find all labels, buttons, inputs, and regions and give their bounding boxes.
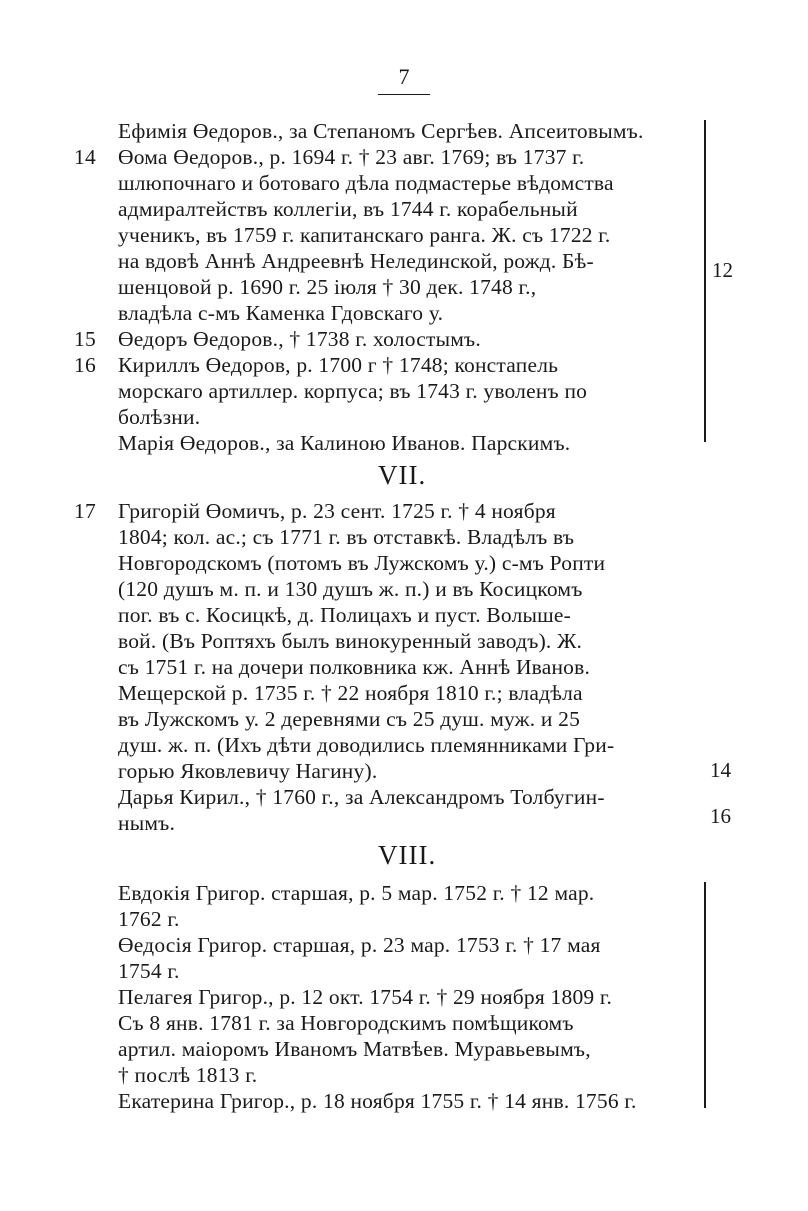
margin-reference: 14 [710,758,731,782]
entry-line: Дарья Кирил., † 1760 г., за Александромъ Толбугин- [118,785,605,809]
entry-line: † послѣ 1813 г. [118,1063,258,1087]
entry-line: 1762 г. [118,907,180,931]
entry-line: Мещерской р. 1735 г. † 22 ноября 1810 г.; владѣла [118,681,583,705]
margin-reference: 12 [712,258,733,282]
entry-line: съ 1751 г. на дочери полковника кж. Аннѣ Иванов. [118,655,591,679]
entry-number: 16 [74,353,96,377]
margin-reference: 16 [710,804,731,828]
entry-line: шлюпочнаго и ботоваго дѣла подмастерье вѣдомства [118,171,614,195]
entry-line: вой. (Въ Роптяхъ былъ винокуренный заводъ). Ж. [118,629,583,653]
entry-line: ученикъ, въ 1759 г. капитанскаго ранга. Ж. съ 1722 г. [118,223,611,247]
entry-line: на вдовѣ Аннѣ Андреевнѣ Нелединской, рожд. Бѣ- [118,249,594,273]
entry-line: шенцовой р. 1690 г. 25 іюля † 30 дек. 1748 г., [118,275,537,299]
entry-line: Өедоръ Өедоров., † 1738 г. холостымъ. [118,327,481,351]
entry-line: Марія Өедоров., за Калиною Иванов. Парскимъ. [118,431,571,455]
entry-line: пог. въ с. Косицкѣ, д. Полицахъ и пуст. Волыше- [118,603,572,627]
entry-line: морскаго артиллер. корпуса; въ 1743 г. уволенъ по [118,379,588,403]
section-heading: VII. [378,460,427,490]
entry-line: Екатерина Григор., р. 18 ноября 1755 г. † 14 янв. 1756 г. [118,1089,637,1113]
entry-line: Пелагея Григор., р. 12 окт. 1754 г. † 29 ноября 1809 г. [118,985,613,1009]
page-number: 7 [398,64,410,89]
margin-bracket [704,120,706,442]
entry-line: душ. ж. п. (Ихъ дѣти доводились племянниками Гри- [118,733,615,757]
entry-line: 1754 г. [118,959,180,983]
entry-line: Өедосія Григор. старшая, р. 23 мар. 1753 г. † 17 мая [118,933,601,957]
entry-number: 14 [74,145,96,169]
margin-bracket [704,882,706,1108]
entry-line: болѣзни. [118,405,201,429]
entry-line: Өома Өедоров., р. 1694 г. † 23 авг. 1769; въ 1737 г. [118,145,585,169]
entry-line: артил. маіоромъ Иваномъ Матвѣев. Муравьевымъ, [118,1037,591,1061]
entry-line: адмиралтействъ коллегіи, въ 1744 г. корабельный [118,197,578,221]
entry-number: 15 [74,327,96,351]
entry-line: 1804; кол. ас.; съ 1771 г. въ отставкѣ. Владѣлъ въ [118,525,575,549]
entry-line: владѣла с-мъ Каменка Гдовскаго у. [118,301,444,325]
section-heading: VIII. [378,840,437,870]
entry-line: Ефимія Өедоров., за Степаномъ Сергѣев. Апсеитовымъ. [118,119,644,143]
entry-line: нымъ. [118,811,176,835]
entry-line: (120 душъ м. п. и 130 душъ ж. п.) и въ Косицкомъ [118,577,583,601]
entry-line: Новгородскомъ (потомъ въ Лужскомъ у.) с-мъ Ропти [118,551,606,575]
entry-line: въ Лужскомъ у. 2 деревнями съ 25 душ. муж. и 25 [118,707,581,731]
entry-number: 17 [74,499,96,523]
entry-line: Съ 8 янв. 1781 г. за Новгородскимъ помѣщикомъ [118,1011,574,1035]
entry-line: Кириллъ Өедоров, р. 1700 г † 1748; констапель [118,353,559,377]
entry-line: Евдокія Григор. старшая, р. 5 мар. 1752 г. † 12 мар. [118,881,595,905]
entry-line: горью Яковлевичу Нагину). [118,759,378,783]
entry-line: Григорій Өомичъ, р. 23 сент. 1725 г. † 4 ноября [118,499,556,523]
page-number-rule [378,94,430,95]
